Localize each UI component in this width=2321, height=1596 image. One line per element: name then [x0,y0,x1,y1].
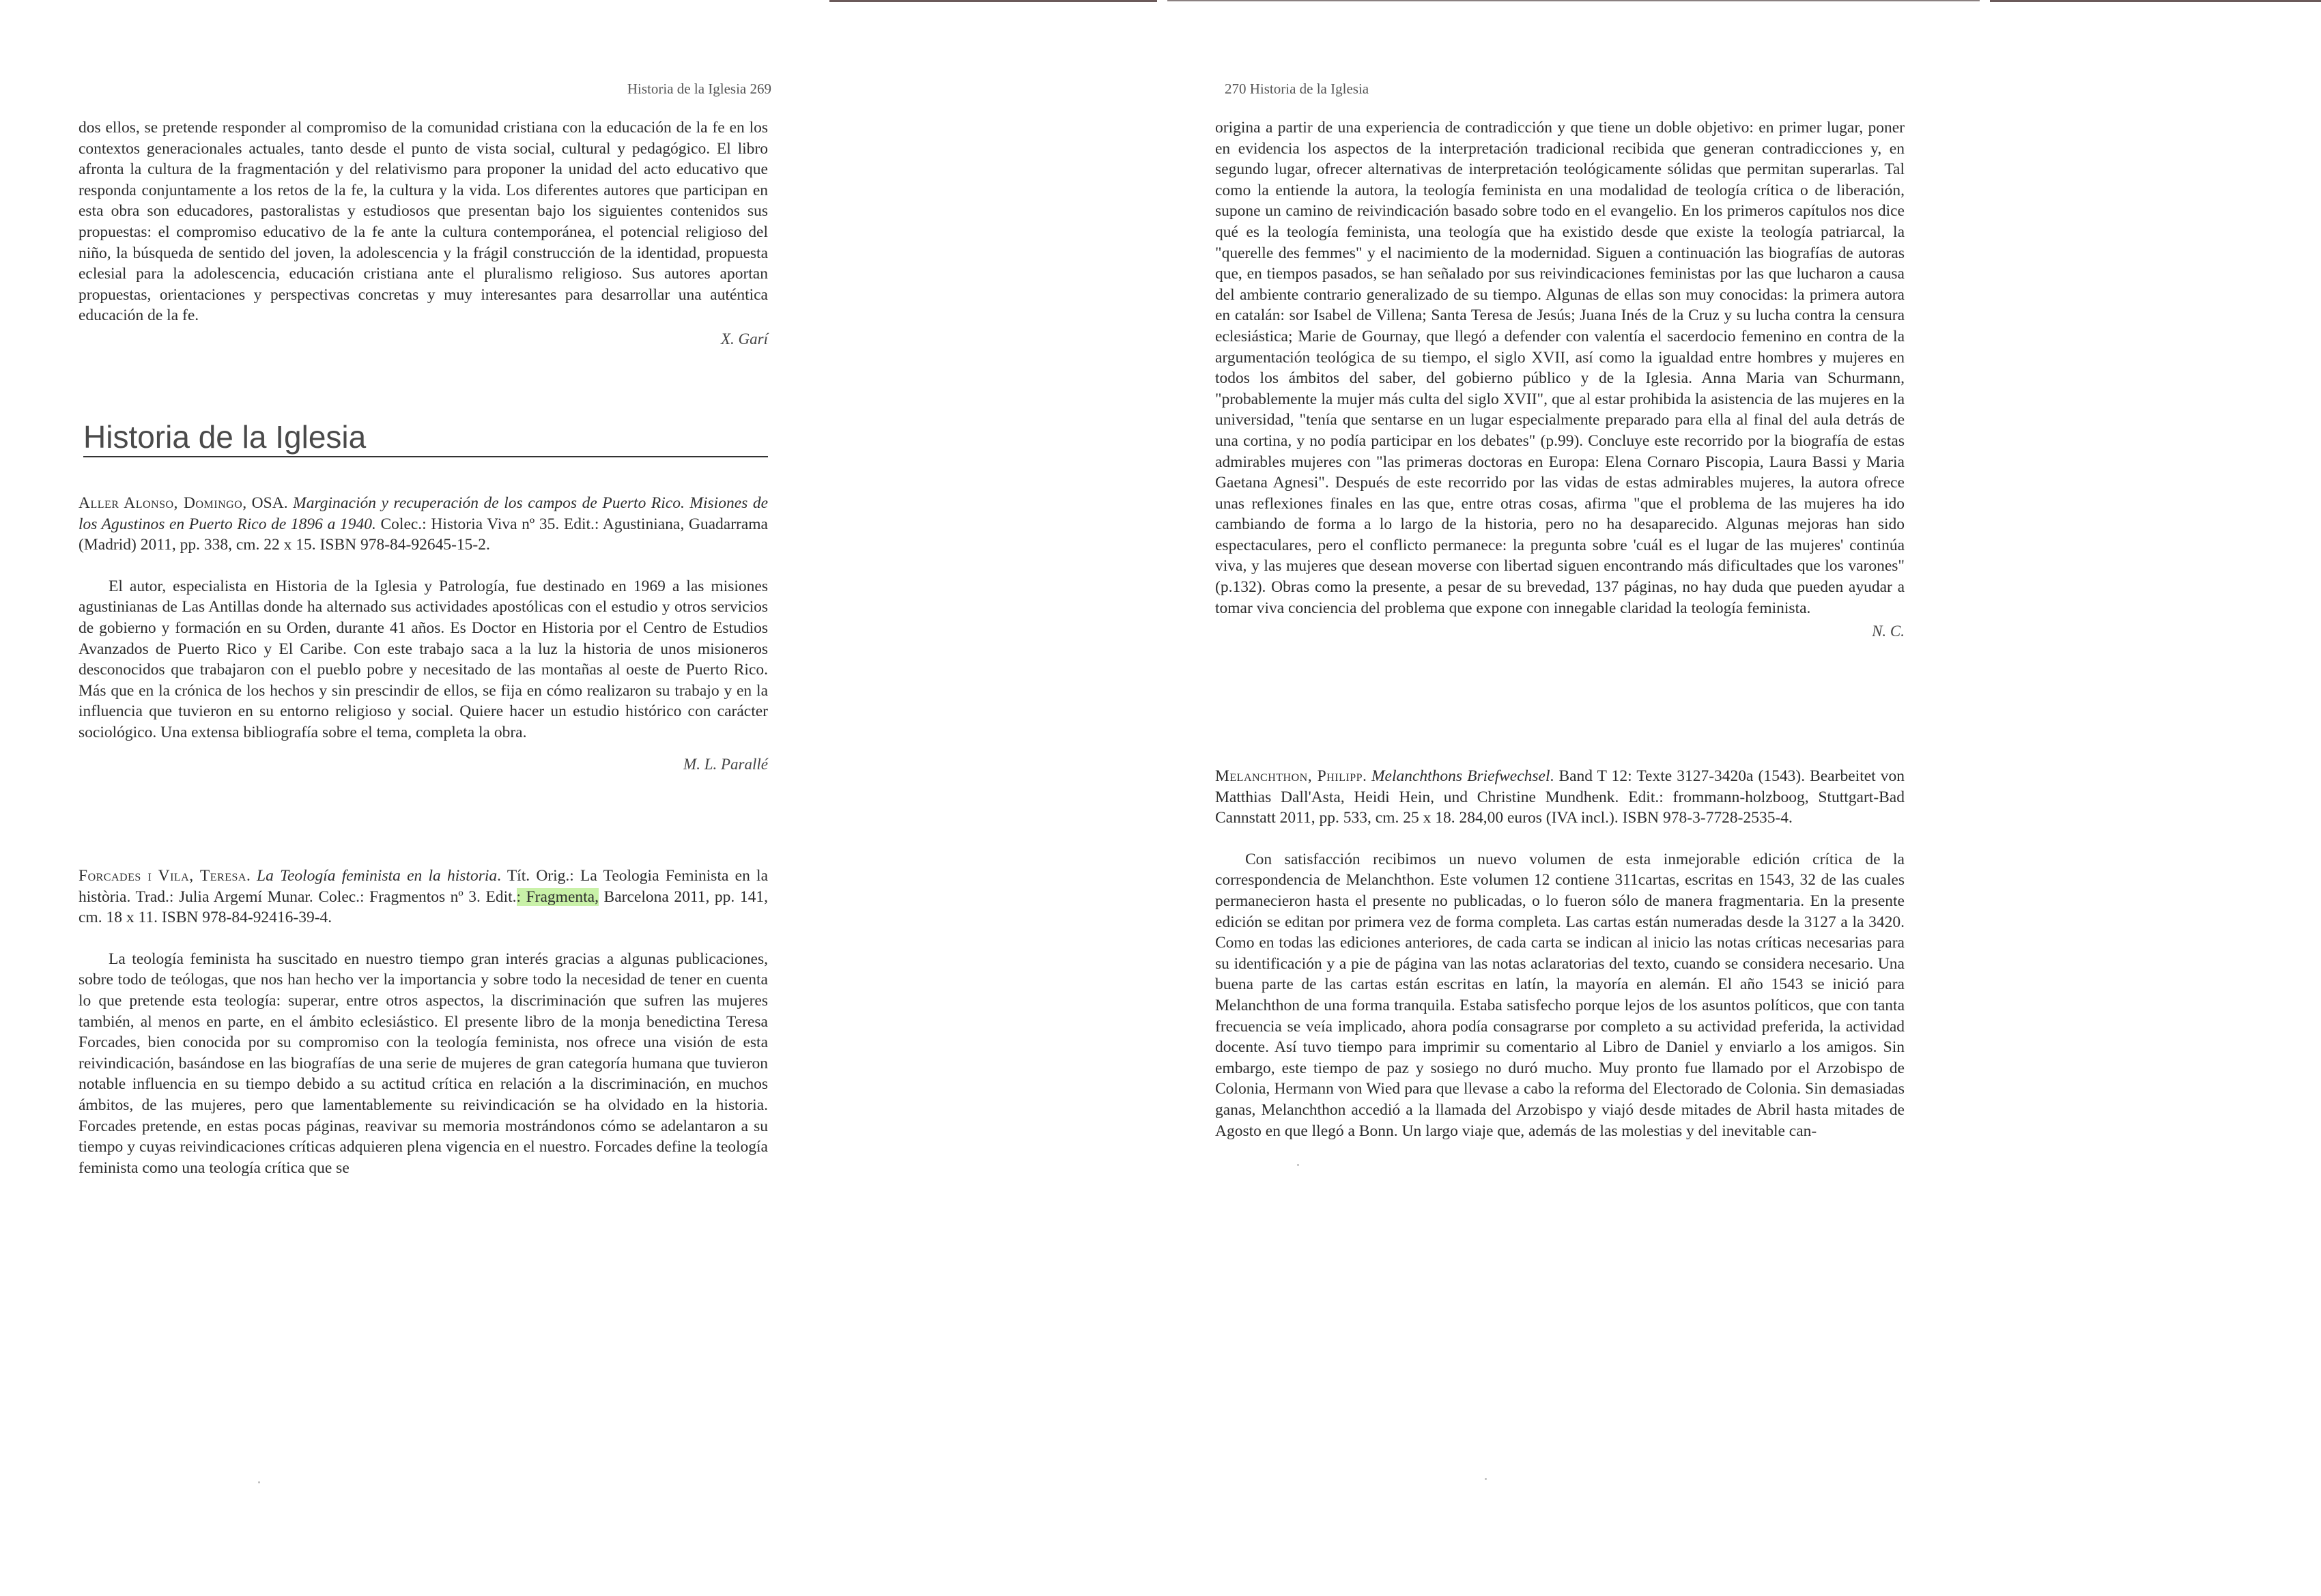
citation-title: Melanchthons Briefwechsel [1371,767,1550,785]
review-signature: M. L. Parallé [683,755,768,773]
bibliographic-citation [1215,766,1905,829]
review-body: Con satisfacción recibimos un nuevo volumen de esta inmejorable edición crítica de la correspondencia de Melanchthon. Este volumen 12 contiene 311cartas, escritas en 1543, 32 de las cuales permanecieron hasta el presente no publicadas, o lo fueron sólo de manera fragmentaria. En la presente edición se editan por primera vez de forma completa. Las cartas están numeradas desde la 3127 a la 3420. Como en todas las ediciones anteriores, de cada carta se indican al inicio las notas críticas necesarias para su identificación y a pie de página van las notas aclaratorias del texto, cuando se considera necesario. Una buena parte de las cartas están escritas en latín, la mayoría en alemán. El año 1543 se inició para Melanchthon de una forma tranquila. Estaba satisfecho porque lejos de los asuntos políticos, que con tanta frecuencia se veía implicado, ahora podía consagrarse por completo a su actividad preferida, la actividad docente. Así tuvo tiempo para imprimir su comentario al Libro de Daniel y enviarlo a los amigos. Sin embargo, este tiempo de paz y sosiego no duró mucho. Muy pronto fue llamado por el Arzobispo de Colonia, Hermann von Wied para que llevase a cabo la reforma del Electorado de Colonia. Sin demasiadas ganas, Melanchthon accedió a la llamada del Arzobispo y viajó desde mitades de Abril hasta mitades de Agosto en que llegó a Bonn. Un largo viaje que, además de las molestias y del inevitable can- [1215,850,1905,1140]
book-entry-melanchthon [1215,766,1905,1141]
book-entry-aller [79,493,768,775]
bibliographic-citation [79,866,768,928]
citation-author: Aller Alonso, Domingo [79,494,243,512]
scan-edge-line [1167,0,1980,1]
citation-title: La Teología feminista en la historia [257,867,498,885]
scan-edge-line [829,0,1157,2]
section-title: Historia de la Iglesia [83,418,768,457]
running-head: Historia de la Iglesia 269 [627,81,771,97]
book-entry-forcades [79,866,768,1178]
scan-speck [258,1481,260,1483]
intro-text: dos ellos, se pretende responder al compromiso de la comunidad cristiana con la educación de la fe en los contextos generacionales actuales, tanto desde el punto de vista social, cultural y pedagógico. El libro afronta la cultura de la fragmentación y del relativismo para proponer la unidad del acto educativo que responda conjuntamente a los retos de la fe, la cultura y la vida. Los diferentes autores que participan en esta obra son educadores, pastoralistas y estudiosos que presentan bajo los siguientes contenidos sus propuestas: el compromiso educativo de la fe ante la cultura contemporánea, el potencial religioso del niño, la búsqueda de sentido del joven, la adolescencia y la frágil construcción de la identidad, propuesta eclesial para la adolescencia, educación cristiana ante el pluralismo religioso. Sus autores aportan propuestas, orientaciones y perspectivas concretas y muy interesantes para desarrollar una auténtica educación de la fe. [79,119,768,325]
citation-details: . Tít. Orig.: La Teologia Feminista en la història. Trad.: Julia Argemí Munar. Colec.: Fragmentos nº 3. Edit. [79,867,768,906]
citation-author: Melanchthon, Philipp [1215,767,1363,785]
bibliographic-citation [79,493,768,556]
intro-signature: X. Garí [721,330,768,347]
citation-details-end: Barcelona 2011, pp. 141, cm. 18 x 11. ISBN 978-84-92416-39-4. [79,887,768,927]
continuation-text: origina a partir de una experiencia de contradicción y que tiene un doble objetivo: en primer lugar, poner en evidencia los aspectos de la interpretación tradicional recibida que generan contradicciones y, en segundo lugar, ofrecer alternativas de interpretación teológicamente sólidas que permitan superarlas. Tal como la entiende la autora, la teología feminista en una modalidad de teología crítica o de liberación, supone un camino de reivindicación basado sobre todo en el evangelio. En los primeros capítulos nos dice qué es la teología feminista, una teología que ha existido desde que existe la teología patriarcal, la "querelle des femmes" y el nacimiento de la modernidad. Siguen a continuación las biografías de autoras que, en tiempos pasados, se han señalado por sus reivindicaciones feministas por las que lucharon a causa del ambiente contrario generalizado de su tiempo. Algunas de ellas son muy conocidas: la primera autora en catalán: sor Isabel de Villena; Santa Teresa de Jesús; Juana Inés de la Cruz y su lucha contra la censura eclesiástica; Marie de Gournay, que llegó a defender con valentía el sacerdocio femenino en contra de la argumentación teológica de su tiempo, el siglo XVII, así como la igualdad entre hombres y mujeres en todos los ámbitos del saber, del gobierno público y de la Iglesia. Anna Maria van Schurmann, "probablemente la mujer más culta del siglo XVII", que al estar prohibida la asistencia de las mujeres en la universidad, "tenía que sentarse en un lugar especialmente preparado para ella al final del aula detrás de una cortina, y no podía participar en los debates" (p.99). Concluye este recorrido por la biografía de estas admirables mujeres con "las primeras doctoras en Europa: Elena Cornaro Piscopia, Laura Bassi y Maria Gaetana Agnesi". Después de este recorrido por las vidas de estas admirables mujeres, la autora ofrece unas reflexiones finales en las que, entre otras cosas, afirma "que el problema de las mujeres ha ido cambiando de forma a lo largo de la historia, pero no ha desaparecido. Algunas mejoras han sido espectaculares, pero el conflicto permanece: la pregunta sobre 'cuál es el lugar de las mujeres' continúa viva, y las mujeres que desean moverse con libertad siguen encontrando más dificultades que los varones" (p.132). Obras como la presente, a pesar de su brevedad, 137 páginas, no hay duda que pueden ayudar a tomar viva conciencia del problema que expone con innegable claridad la teología feminista. [1215,119,1905,617]
scan-speck [1485,1478,1487,1480]
citation-title: Marginación y recuperación de los campos de Puerto Rico. Misiones de los Agustinos en Puerto Rico de 1896 a 1940. [79,494,769,533]
citation-author-suffix: . [1363,767,1371,785]
highlighted-text: : Fragmenta, [516,887,599,906]
citation-author-suffix: . [246,867,257,885]
citation-details: . Band T 12: Texte 3127-3420a (1543). Bearbeitet von Matthias Dall'Asta, Heidi Hein, und Christine Mundhenk. Edit.: frommann-holzboog, Stuttgart-Bad Cannstatt 2011, pp. 533, cm. 25 x 18. 284,00 euros (IVA incl.). ISBN 978-3-7728-2535-4. [1215,767,1905,827]
review-body: El autor, especialista en Historia de la Iglesia y Patrología, fue destinado en 1969 a las misiones agustinianas de Las Antillas donde ha alternado sus actividades apostólicas con el estudio y otros servicios de gobierno y formación en su Orden, durante 41 años. Es Doctor en Historia por el Centro de Estudios Avanzados de Puerto Rico y El Caribe. Con este trabajo saca a la luz la historia de unos misioneros desconocidos que trabajaron con el pueblo pobre y necesitado de las montañas al oeste de Puerto Rico. Más que en la crónica de los hechos y sin prescindir de ellos, se fija en cómo realizaron su trabajo y en la influencia que tuvieron en su entorno religioso y social. Quiere hacer un estudio histórico con carácter sociológico. Una extensa bibliografía sobre el tema, completa la obra. [79,577,768,741]
scan-speck [1297,1164,1299,1166]
continuation-signature: N. C. [1872,623,1905,640]
intro-review [79,117,768,350]
scan-edge-line [1990,0,2321,2]
running-head: 270 Historia de la Iglesia [1225,81,1369,97]
citation-author-suffix: , OSA. [242,494,294,512]
review-body: La teología feminista ha suscitado en nuestro tiempo gran interés gracias a algunas publicaciones, sobre todo de teólogas, que nos han hecho ver la importancia y sobre todo la necesidad de tener en cuenta lo que pretende esta teología: superar, entre otros aspectos, la discriminación que sufren las mujeres también, al menos en parte, en el ámbito eclesiástico. El presente libro de la monja benedictina Teresa Forcades, bien conocida por su compromiso con la teología feminista, nos ofrece una visión de esta reivindicación, basándose en las biografías de una serie de mujeres de gran categoría humana que tuvieron notable influencia en su tiempo debido a su actitud crítica en relación a la discriminación, en muchos ámbitos, de las mujeres, pero que lamentablemente su reivindicación se ha olvidado en la historia. Forcades pretende, en estas pocas páginas, reavivar su memoria mostrándonos cómo se adelantaron a su tiempo y cuyas reivindicaciones críticas adquieren plena vigencia en el nuestro. Forcades define la teología feminista como una teología crítica que se [79,950,768,1177]
citation-details: Colec.: Historia Viva nº 35. Edit.: Agustiniana, Guadarrama (Madrid) 2011, pp. 338, cm. 22 x 15. ISBN 978-84-92645-15-2. [79,515,768,554]
continued-review [1215,117,1905,642]
citation-author: Forcades i Vila, Teresa [79,867,246,885]
